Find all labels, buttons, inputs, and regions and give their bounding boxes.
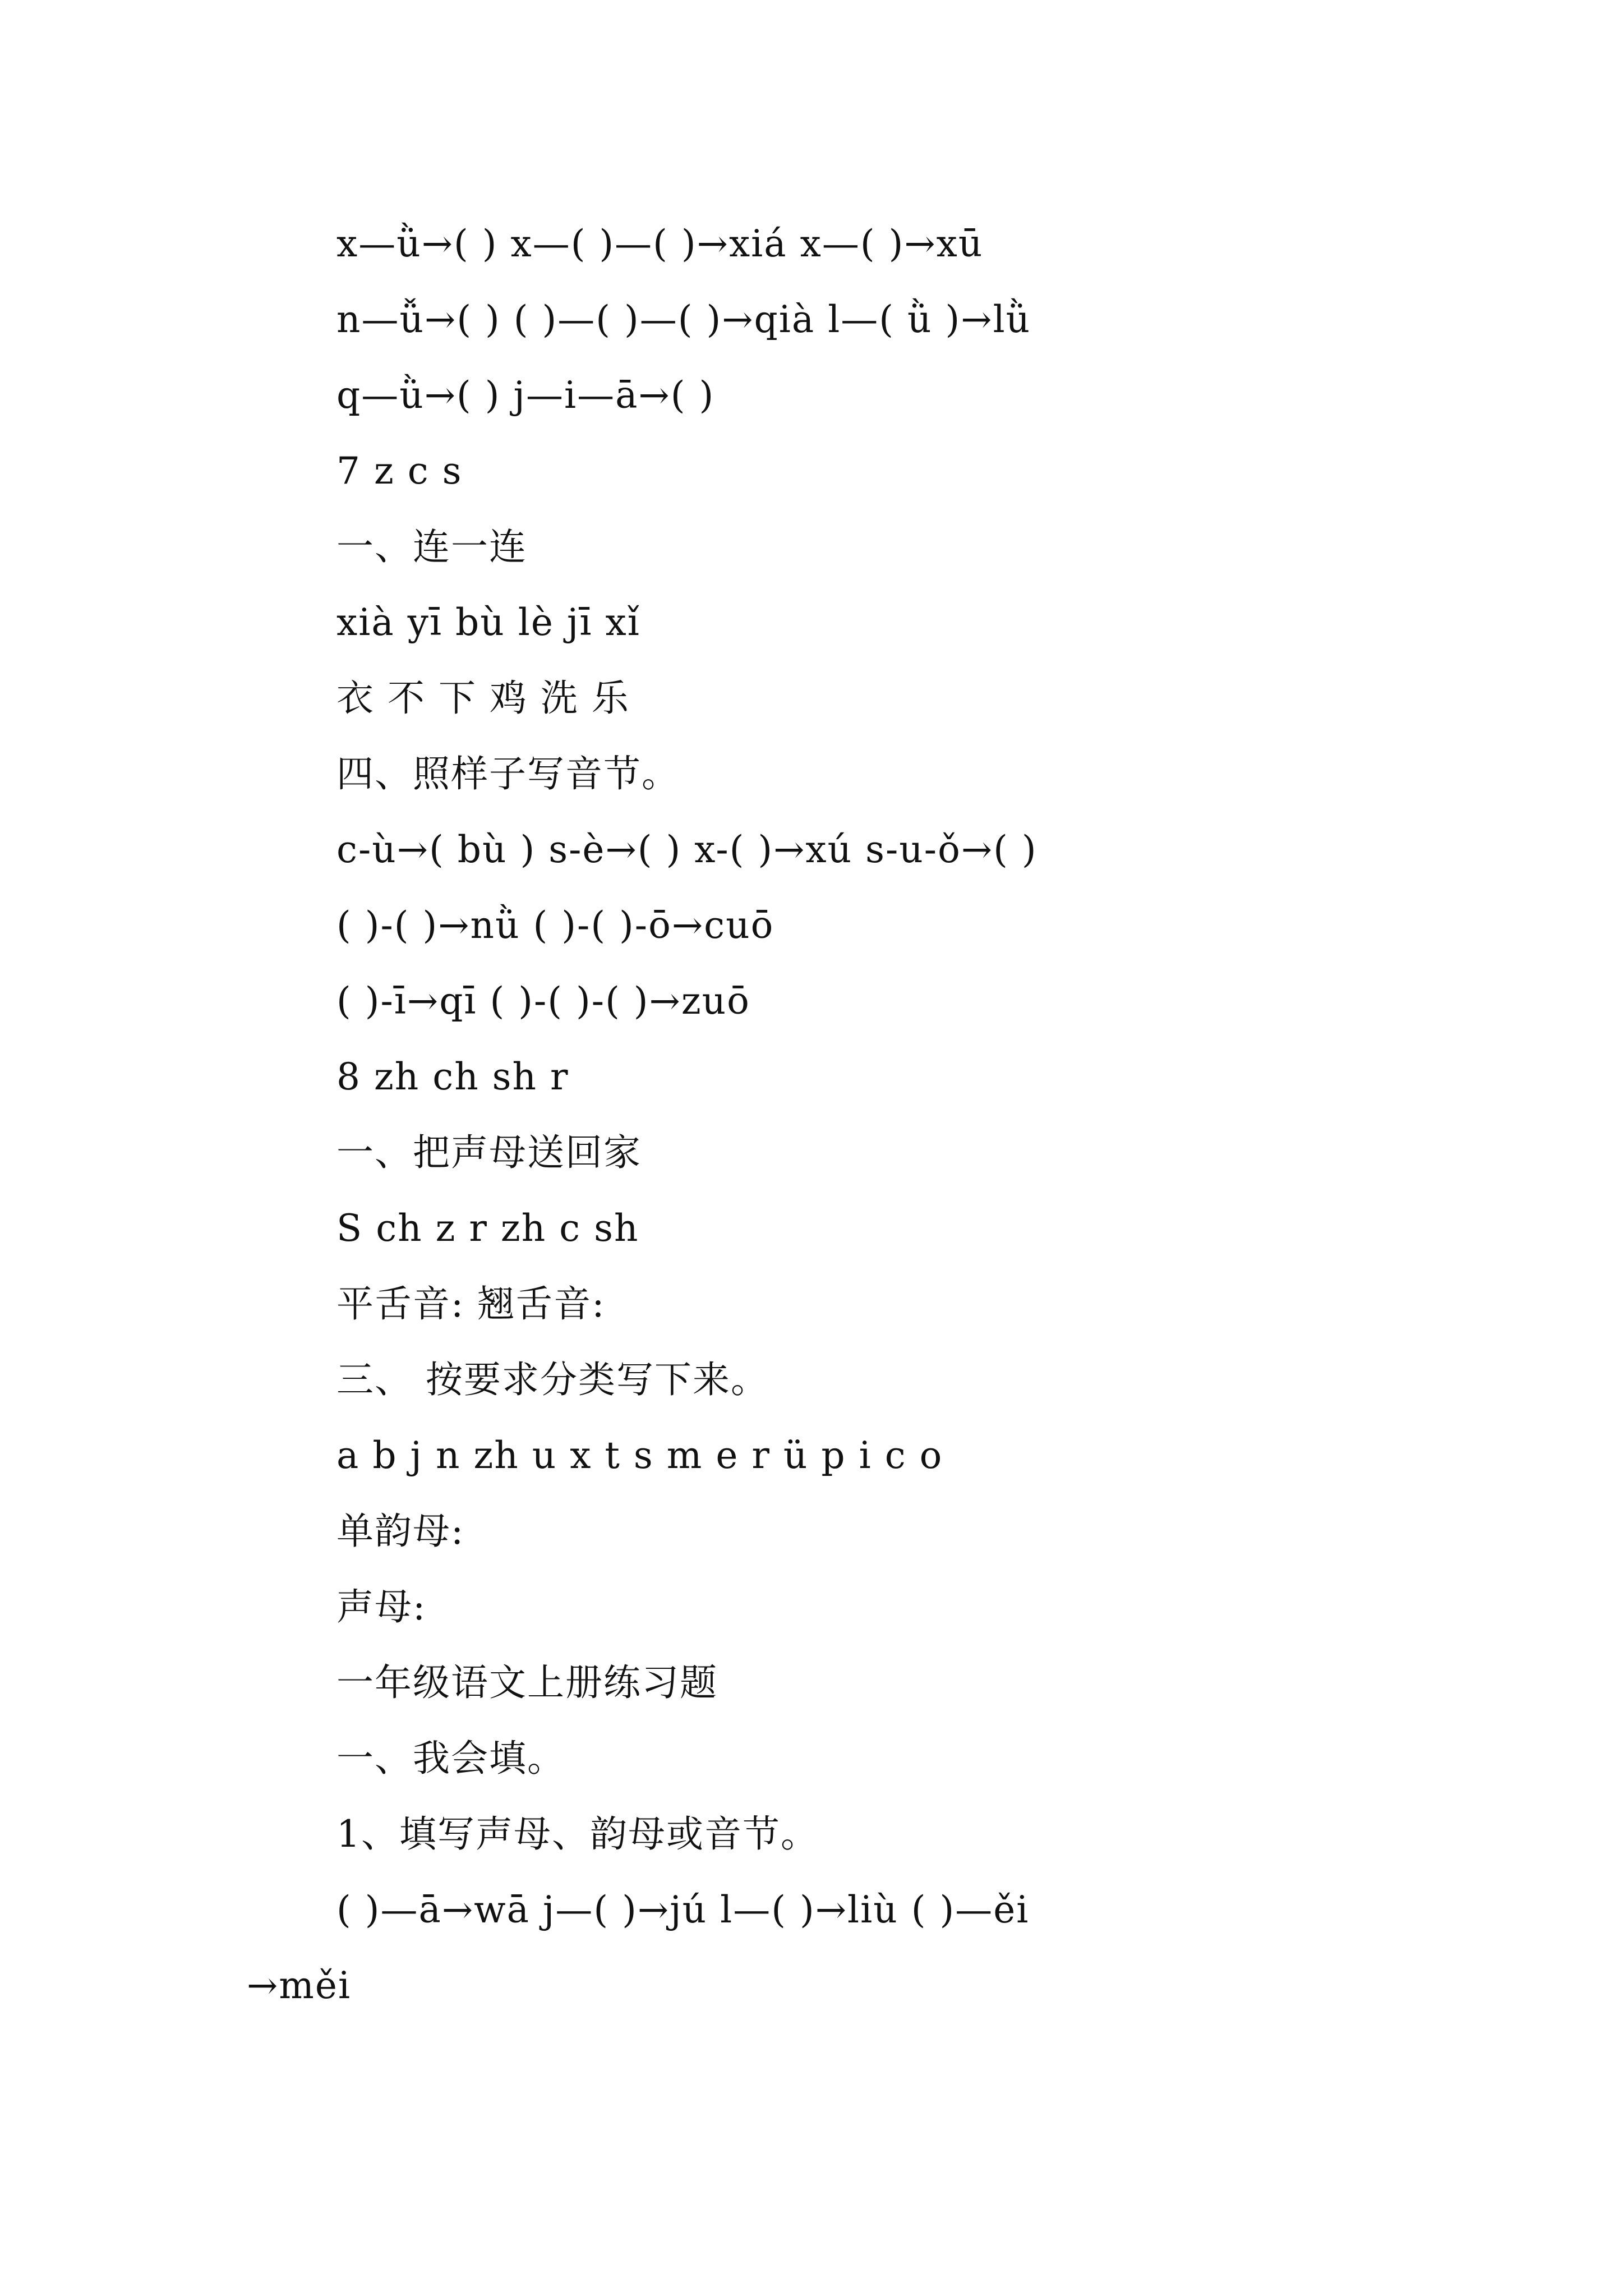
- section-heading-initials: 一、把声母送回家: [336, 1131, 642, 1174]
- simple-finals-label: 单韵母:: [336, 1510, 465, 1553]
- section-heading-fill: 一、我会填。: [336, 1737, 565, 1780]
- tongue-categories: 平舌音: 翘舌音:: [336, 1282, 606, 1326]
- exercise-line-1: x—ǜ→( ) x—( )—( )→xiá x—( )→xū: [336, 222, 984, 265]
- exercise-line-4: c-ù→( bù ) s-è→( ) x-( )→xú s-u-ǒ→( ): [336, 828, 1038, 871]
- exercise-line-5: ( )-( )→nǜ ( )-( )-ō→cuō: [336, 904, 774, 947]
- section-heading-connect: 一、连一连: [336, 525, 527, 568]
- exercise-line-7: ( )—ā→wā j—( )→jú l—( )→liù ( )—ěi: [336, 1888, 1030, 1931]
- section-heading-classify: 三、 按要求分类写下来。: [336, 1358, 769, 1401]
- initials-list: S ch z r zh c sh: [336, 1207, 639, 1250]
- question-1: 1、填写声母、韵母或音节。: [336, 1812, 819, 1856]
- document-title: 一年级语文上册练习题: [336, 1661, 718, 1704]
- exercise-line-6: ( )-ī→qī ( )-( )-( )→zuō: [336, 979, 750, 1023]
- initials-label: 声母:: [336, 1585, 427, 1628]
- exercise-line-2: n—ǚ→( ) ( )—( )—( )→qià l—( ǜ )→lǜ: [336, 298, 1031, 341]
- exercise-line-7-continued: →měi: [247, 1964, 352, 2007]
- exercise-line-3: q—ǜ→( ) j—i—ā→( ): [336, 374, 715, 417]
- pinyin-row: xià yī bù lè jī xǐ: [336, 601, 640, 644]
- hanzi-row: 衣 不 下 鸡 洗 乐: [336, 677, 630, 720]
- lesson-heading-7: 7 z c s: [336, 449, 463, 493]
- letters-list: a b j n zh u x t s m e r ü p i c o: [336, 1434, 943, 1477]
- section-heading-write-syllables: 四、照样子写音节。: [336, 752, 680, 795]
- lesson-heading-8: 8 zh ch sh r: [336, 1055, 569, 1098]
